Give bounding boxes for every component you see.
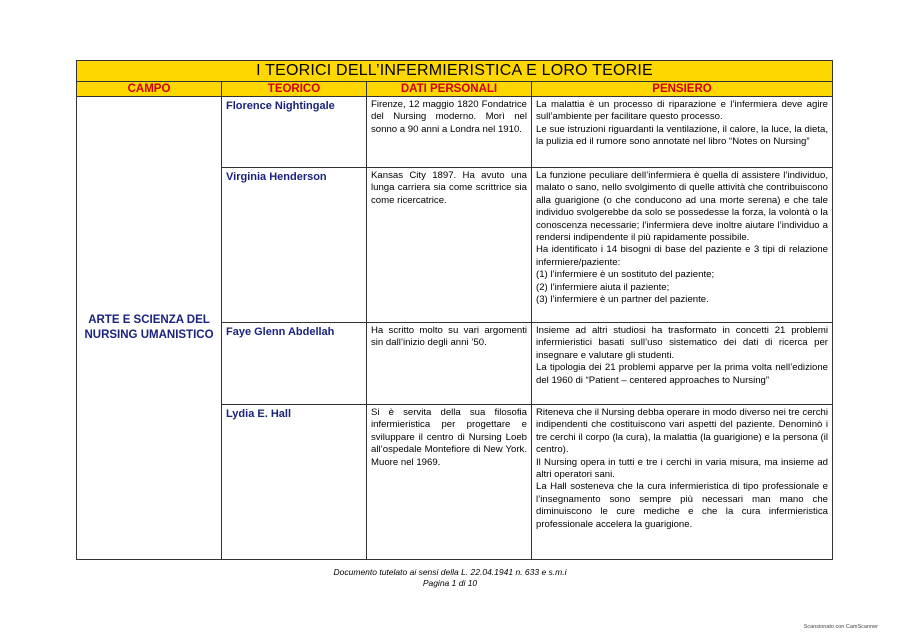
- page-footer: [0, 567, 900, 589]
- thought-paragraph: Ha identificato i 14 bisogni di base del paziente e 3 tipi di relazione infermiere/paziente:: [536, 244, 828, 268]
- thought-paragraph: Le sue istruzioni riguardanti la ventilazione, il calore, la luce, la dieta, la pulizia ed il rumore sono annotate nel libro “Notes on Nursing”: [536, 123, 828, 148]
- thought: [532, 168, 833, 323]
- header-campo: CAMPO: [77, 82, 222, 97]
- thought-paragraph: Il Nursing opera in tutti e tre i cerchi in varia misura, ma insieme ad altri operatori sani.: [536, 456, 828, 481]
- table-title: I TEORICI DELL’INFERMIERISTICA E LORO TEORIE: [77, 61, 833, 82]
- campo-cell: ARTE E SCIENZA DEL NURSING UMANISTICO: [77, 97, 222, 560]
- theorists-table: [76, 60, 833, 560]
- theorist-name: Florence Nightingale: [222, 97, 367, 168]
- thought-paragraph: La funzione peculiare dell’infermiera è quella di assistere l’individuo, malato o sano, nello svolgimento di quelle attività che contribuiscono alla guarigione (o che conducono ad una morte serena) e che tale individuo svolgerebbe da solo se possedesse la forza, la volontà o la conoscenza necessarie; l’infermiera deve inoltre aiutare l’individuo a rendersi indipendente il più rapidamente possibile.: [536, 170, 828, 244]
- thought-paragraph: Riteneva che il Nursing debba operare in modo diverso nei tre cerchi indipendenti che costituiscono vari aspetti del paziente. Denominò i tre cerchi il corpo (la cura), la malattia (la guarigione) e la persona (il centro).: [536, 407, 828, 456]
- thought-paragraph: La tipologia dei 21 problemi apparve per la prima volta nell’edizione del 1960 di “Patient – centered approaches to Nursing”: [536, 362, 828, 386]
- copyright-note: Documento tutelato ai sensi della L. 22.04.1941 n. 633 e s.m.i: [333, 567, 567, 577]
- personal-data: Kansas City 1897. Ha avuto una lunga carriera sia come scrittrice sia come ricercatrice.: [367, 168, 532, 323]
- scanner-watermark: Scansionato con CamScanner: [803, 624, 878, 630]
- thought: [532, 323, 833, 405]
- thought-paragraph: (3) l’infermiere è un partner del paziente.: [536, 294, 709, 306]
- personal-data: Si è servita della sua filosofia infermieristica per progettare e sviluppare il centro di Nursing Loeb all’ospedale Montefiore di New York. Muore nel 1969.: [367, 405, 532, 560]
- personal-data: Ha scritto molto su vari argomenti sin dall’inizio degli anni ’50.: [367, 323, 532, 405]
- personal-data: Firenze, 12 maggio 1820 Fondatrice del Nursing moderno. Morì nel sonno a 90 anni a Londra nel 1910.: [367, 97, 532, 168]
- thought-paragraph: La malattia è un processo di riparazione e l’infermiera deve agire sull’ambiente per facilitare questo processo.: [536, 99, 828, 123]
- thought-paragraph: La Hall sosteneva che la cura infermieristica di tipo professionale e l’insegnamento sono sempre più necessari man mano che diminuiscono le cure mediche e che la cura infermieristica professionale accelera la guarigione.: [536, 481, 828, 530]
- page-number: Pagina 1 di 10: [422, 578, 478, 588]
- thought-paragraph: (2) l’infermiere aiuta il paziente;: [536, 281, 670, 293]
- header-dati-personali: DATI PERSONALI: [367, 82, 532, 97]
- thought-paragraph: (1) l’infermiere è un sostituto del paziente;: [536, 269, 715, 281]
- header-teorico: TEORICO: [222, 82, 367, 97]
- header-pensiero: PENSIERO: [532, 82, 833, 97]
- theorist-name: Faye Glenn Abdellah: [222, 323, 367, 405]
- thought: [532, 405, 833, 560]
- thought: [532, 97, 833, 168]
- theorist-name: Lydia E. Hall: [222, 405, 367, 560]
- table-row: [77, 97, 833, 168]
- theorist-name: Virginia Henderson: [222, 168, 367, 323]
- thought-paragraph: Insieme ad altri studiosi ha trasformato in concetti 21 problemi infermieristici basati sull’uso sistematico dei dati di ricerca per insegnare e valutare gli studenti.: [536, 325, 828, 361]
